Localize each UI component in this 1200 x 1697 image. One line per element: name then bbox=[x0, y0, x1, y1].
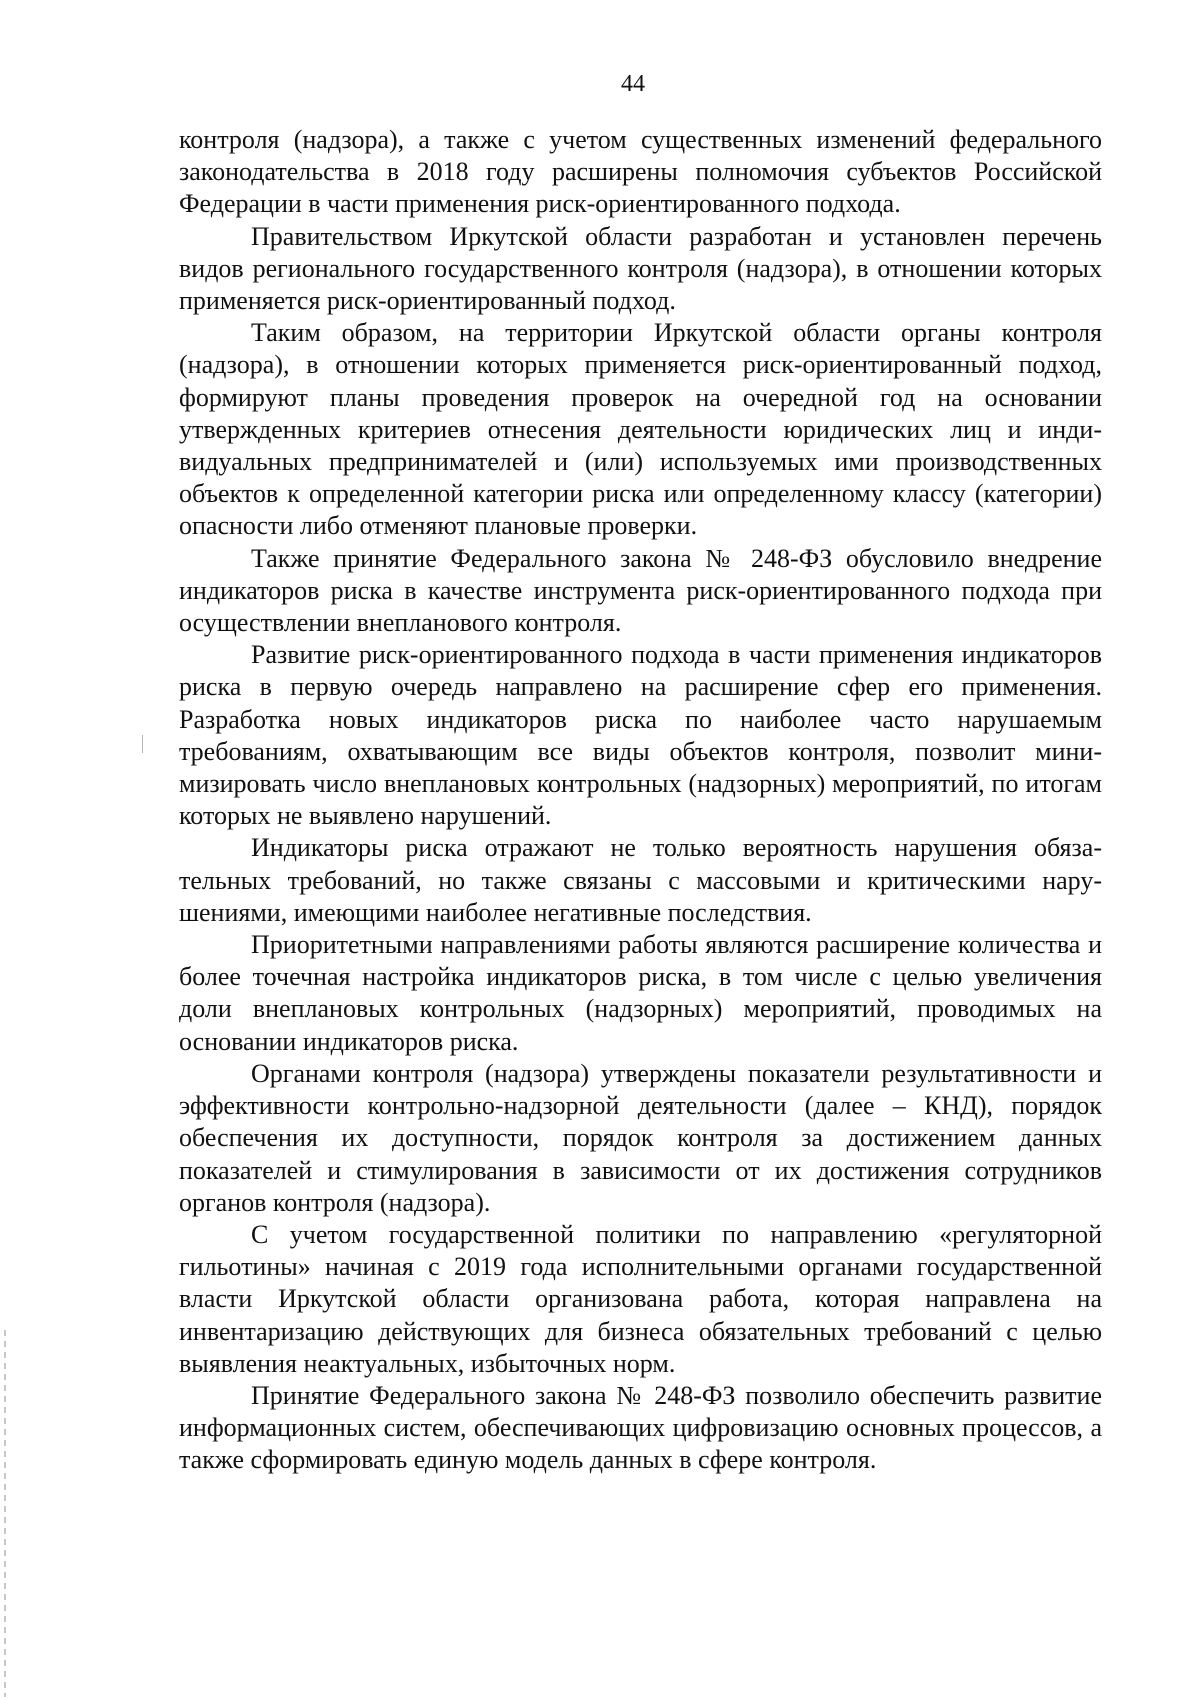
paragraph-9: С учетом государственной политики по направлению «регуляторной гильотины» начиная с 2019 года исполнительными органами государственной власти Иркутской области организована работа, которая направлена на инвентаризацию действующих для бизнеса обязательных требований с целью выявления неактуальных, избыточных норм. bbox=[179, 1219, 1102, 1378]
scan-mark-artifact bbox=[142, 735, 143, 753]
page-number: 44 bbox=[621, 71, 645, 97]
scan-edge-artifact bbox=[4, 1330, 6, 1697]
paragraph-10: Принятие Федерального закона № 248-ФЗ позволило обеспечить развитие информационных систем, обеспечивающих цифровизацию основных процессов, а также сформировать единую модель данных в сфере контроля. bbox=[179, 1380, 1102, 1475]
paragraph-4: Также принятие Федерального закона № 248-ФЗ обусловило внедрение индикаторов риска в качестве инструмента риск-ориентированного подхода при осуществлении внепланового контроля. bbox=[179, 543, 1102, 638]
paragraph-6: Индикаторы риска отражают не только вероятность нарушения обязательных требований, но также связаны с массовыми и критическими нарушениями, имеющими наиболее негативные последствия. bbox=[179, 833, 1102, 927]
paragraph-7: Приоритетными направлениями работы являются расширение количества и более точечная настройка индикаторов риска, в том числе с целью увеличения доли внеплановых контрольных (надзорных) мероприятий, проводимых на основании индикаторов риска. bbox=[179, 930, 1102, 1056]
paragraph-2: Правительством Иркутской области разработан и установлен перечень видов регионального государственного контроля (надзора), в отношении которых применяется риск-ориентированный подход. bbox=[179, 221, 1102, 316]
paragraph-5: Развитие риск-ориентированного подхода в части применения индикаторов риска в первую очередь направлено на расширение сфер его применения. Разработка новых индикаторов риска по наиболее часто нарушаемым требованиям, охватывающим все виды объектов контроля, позволит минимизировать число внеплановых контрольных (надзорных) мероприятий, по итогам которых не выявлено нарушений. bbox=[179, 640, 1102, 831]
paragraph-3: Таким образом, на территории Иркутской области органы контроля (надзора), в отношении которых применяется риск-ориентированный подход, формируют планы проведения проверок на очередной год на основании утвержденных критериев отнесения деятельности юридических лиц и индивидуальных предпринимателей и (или) используемых ими производственных объектов к определенной категории риска или определенному классу (категории) опасности либо отменяют плановые проверки. bbox=[179, 318, 1102, 541]
paragraph-8: Органами контроля (надзора) утверждены показатели результативности и эффективности контрольно-надзорной деятельности (далее – КНД), порядок обеспечения их доступности, порядок контроля за достижением данных показателей и стимулирования в зависимости от их достижения сотрудников органов контроля (надзора). bbox=[179, 1058, 1102, 1217]
paragraph-1: контроля (надзора), а также с учетом существенных изменений федерального законодательства в 2018 году расширены полномочия субъектов Российской Федерации в части применения риск-ориентированного подхода. bbox=[179, 125, 1102, 219]
document-body bbox=[179, 124, 1102, 1477]
